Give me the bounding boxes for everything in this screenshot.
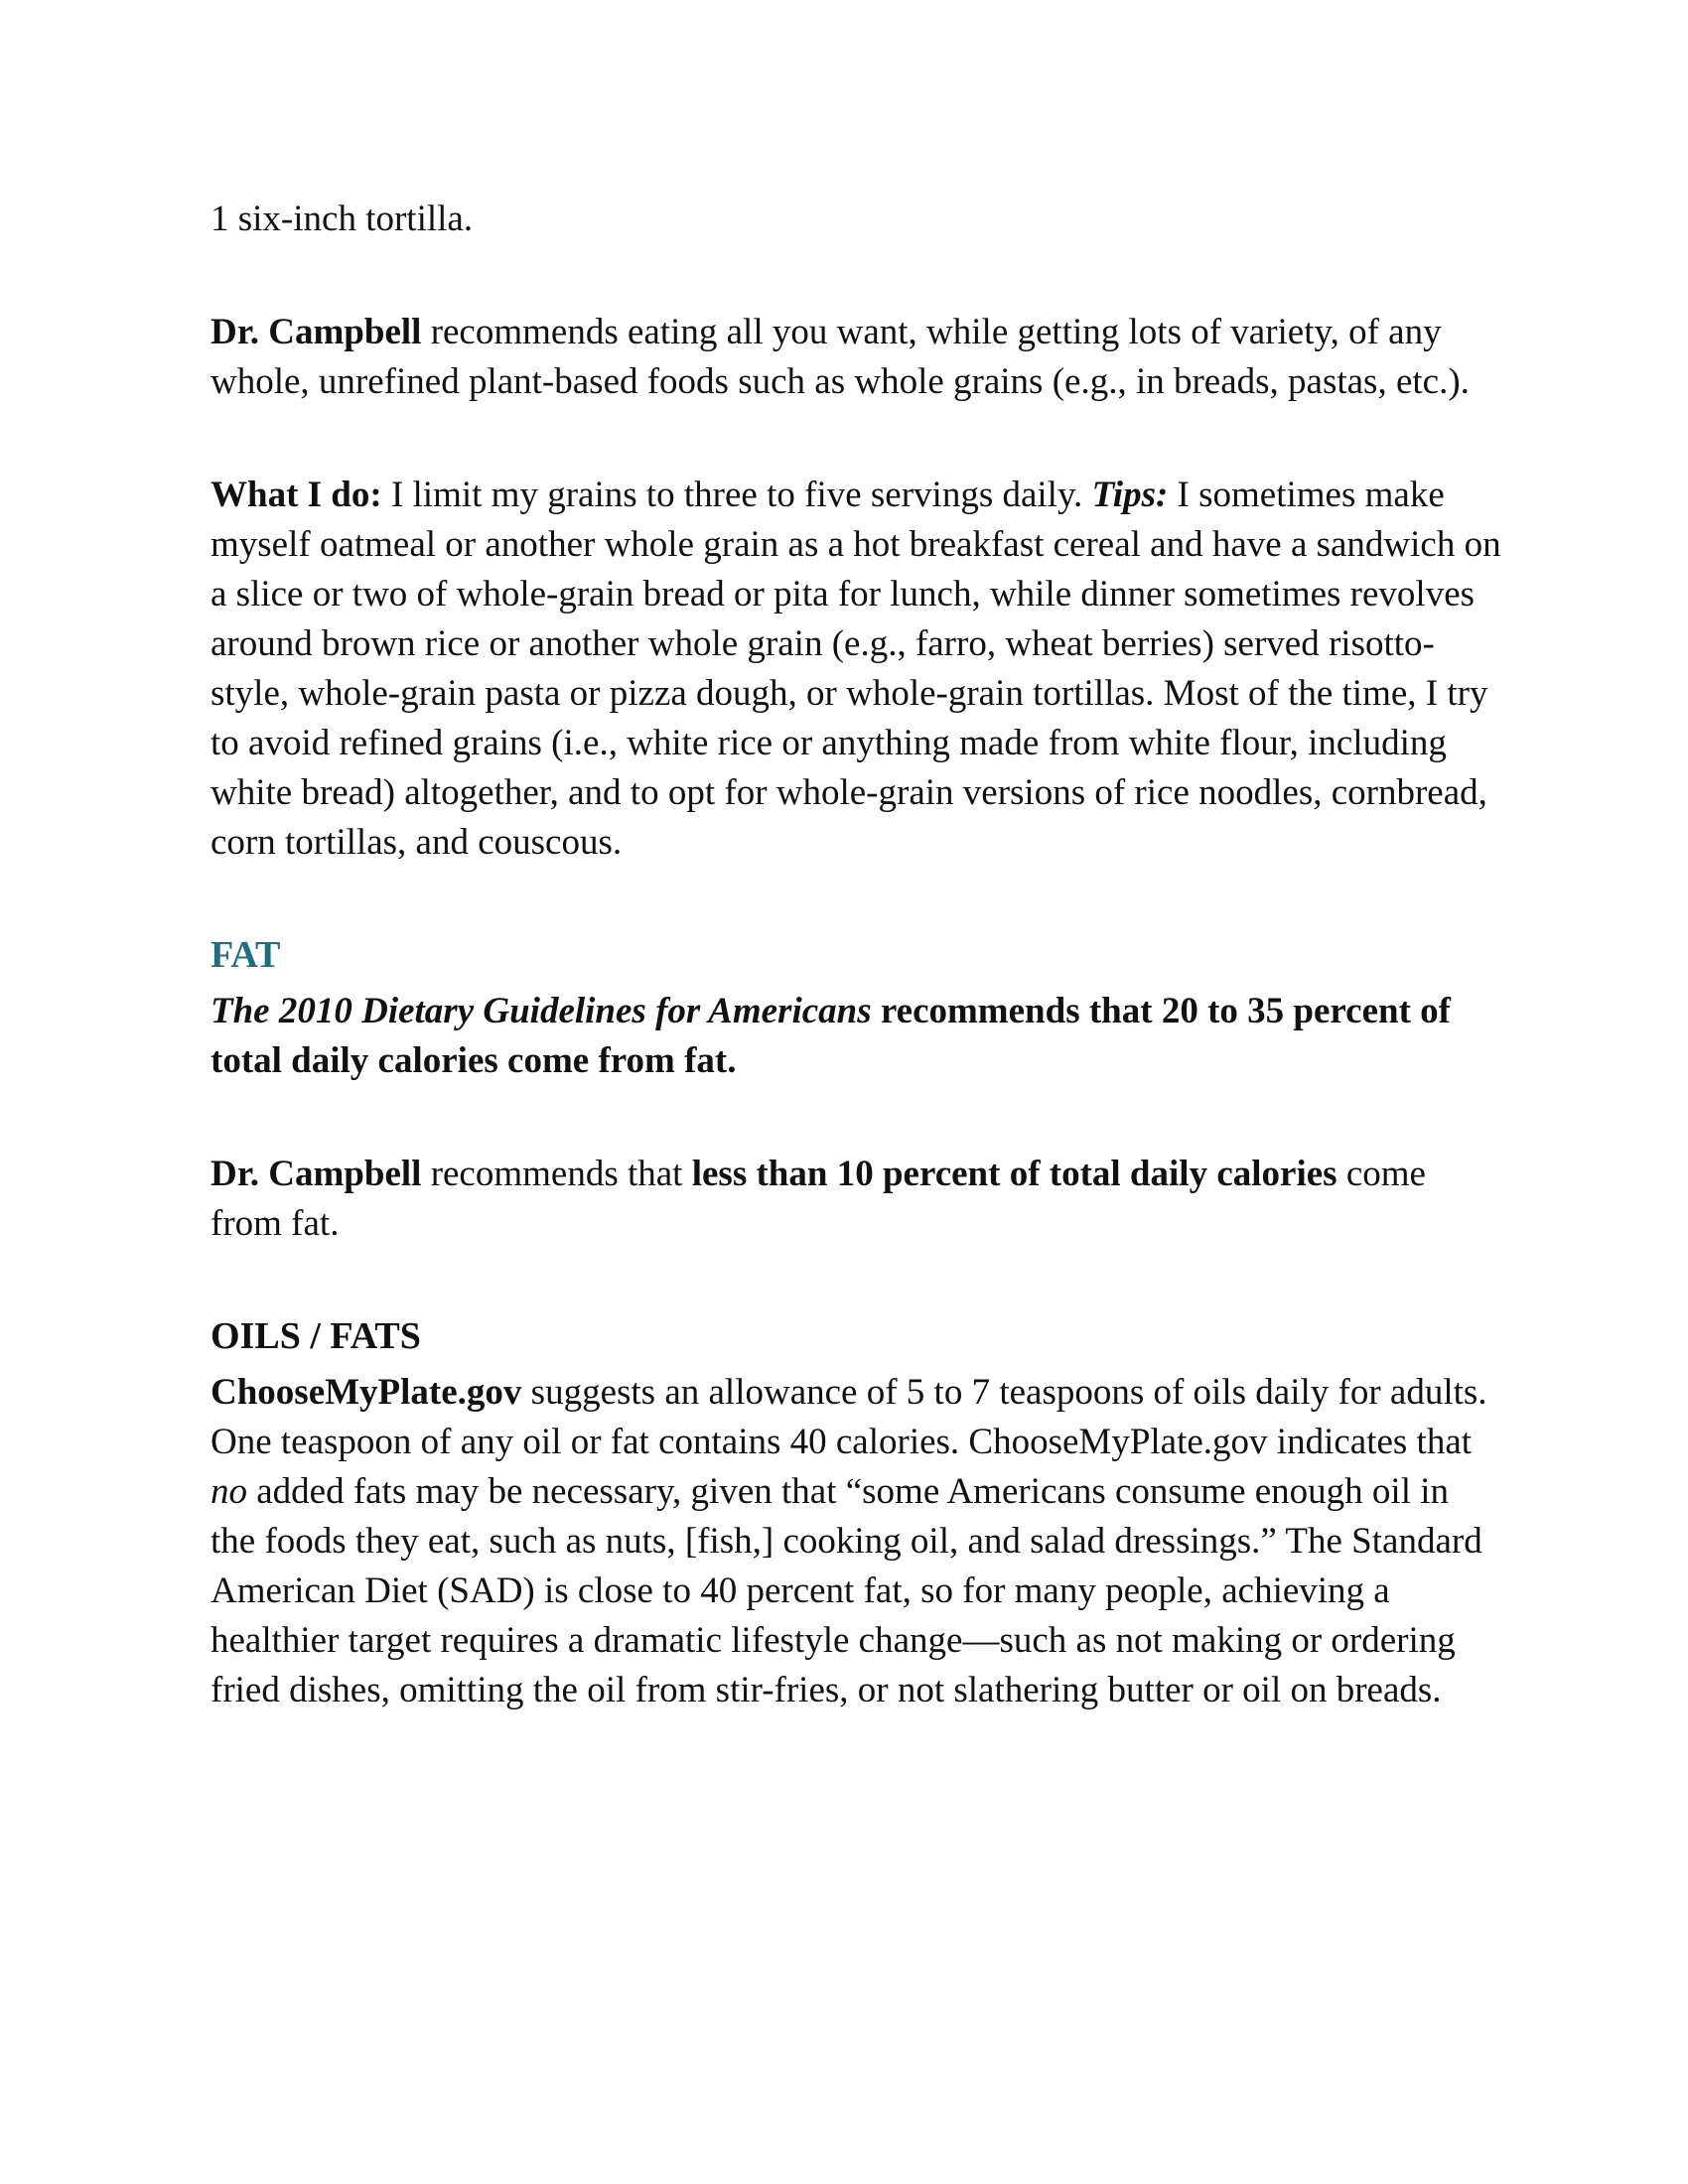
- campbell-fat-paragraph: [211, 1150, 1501, 1249]
- fat-heading: FAT: [211, 934, 281, 976]
- tips-text: I sometimes make myself oatmeal or another whole grain as a hot breakfast cereal and have a sandwich on a slice or two of whole-grain bread or pita for lunch, while dinner sometimes revolves around brown rice or another whole grain (e.g., farro, wheat berries) served risotto-style, whole-grain pasta or pizza dough, or whole-grain tortillas. Most of the time, I try to avoid refined grains (i.e., white rice or anything made from white flour, including white bread) altogether, and to opt for whole-grain versions of rice noodles, cornbread, corn tortillas, and couscous.: [211, 475, 1501, 863]
- what-i-do-paragraph: [211, 471, 1501, 868]
- guidelines-title: The 2010 Dietary Guidelines for Americans: [211, 991, 872, 1031]
- oils-text-a: suggests an allowance of 5 to 7 teaspoons of oils daily for adults. One teaspoon of any oil or fat contains 40 calories. ChooseMyPlate.gov indicates that: [211, 1372, 1487, 1462]
- campbell-grains-text: recommends eating all you want, while getting lots of variety, of any whole, unrefined plant-based foods such as whole grains (e.g., in breads, pastas, etc.).: [211, 312, 1470, 402]
- campbell-grains-paragraph: [211, 308, 1501, 407]
- oils-text-b: added fats may be necessary, given that “some Americans consume enough oil in the foods they eat, such as nuts, [fish,] cooking oil, and salad dressings.” The Standard American Diet (SAD) is close to 40 percent fat, so for many people, achieving a healthier target requires a dramatic lifestyle change—such as not making or ordering fried dishes, omitting the oil from stir-fries, or not slathering butter or oil on breads.: [211, 1471, 1482, 1710]
- campbell-fat-text-b: come from fat.: [211, 1154, 1426, 1244]
- campbell-fat-text-a: recommends that: [421, 1154, 692, 1194]
- campbell-fat-bold: less than 10 percent of total daily calories: [691, 1154, 1337, 1194]
- campbell-name: Dr. Campbell: [211, 312, 422, 352]
- tortilla-line: [211, 195, 1501, 244]
- oils-italic-no: no: [211, 1471, 247, 1512]
- guidelines-fat-paragraph: [211, 987, 1501, 1086]
- tips-label: Tips:: [1091, 475, 1169, 515]
- what-i-do-label: What I do:: [211, 475, 382, 515]
- oils-fats-heading: OILS / FATS: [211, 1315, 421, 1357]
- guidelines-fat-text: recommends that 20 to 35 percent of total daily calories come from fat.: [211, 991, 1451, 1081]
- what-i-do-text: I limit my grains to three to five servings daily.: [381, 475, 1092, 515]
- document-page: [211, 195, 1501, 1715]
- choosemyplate-name: ChooseMyPlate.gov: [211, 1372, 522, 1413]
- oils-paragraph: [211, 1368, 1501, 1715]
- tortilla-text: 1 six-inch tortilla.: [211, 199, 474, 239]
- campbell-fat-name: Dr. Campbell: [211, 1154, 422, 1194]
